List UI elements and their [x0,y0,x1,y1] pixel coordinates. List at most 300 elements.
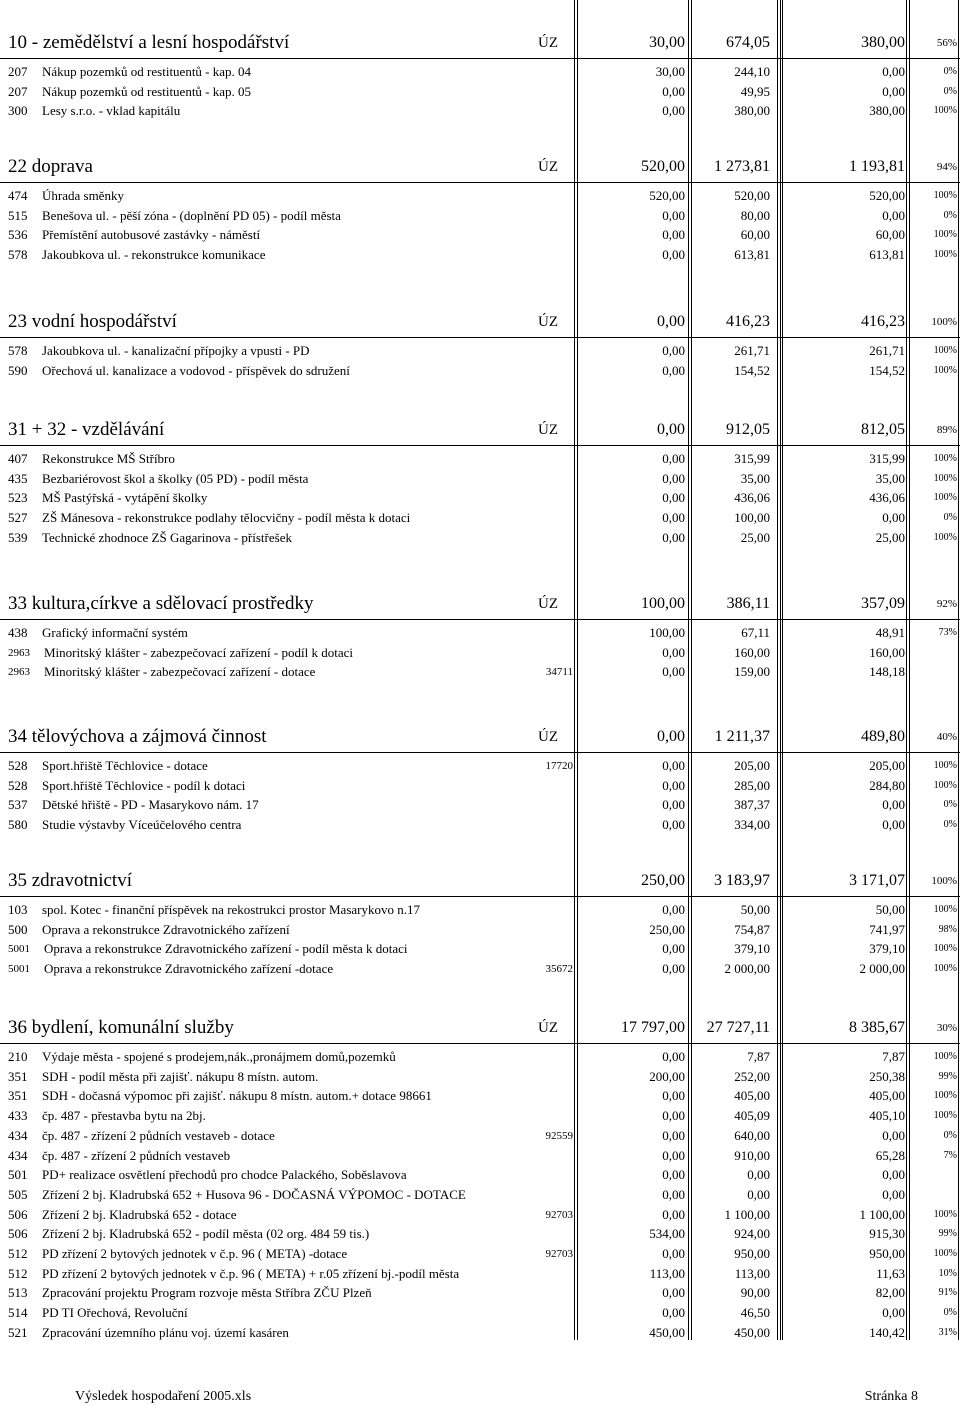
item-budget-adjusted: 405,00 [734,1088,770,1104]
table-row [0,206,960,226]
item-actual: 613,81 [869,247,905,263]
item-budget-original: 0,00 [662,362,685,378]
table-row [0,815,960,835]
item-name: PD+ realizace osvětlení přechodů pro chodce Palackého, Soběslavova [42,1167,407,1183]
section-uz-label: ÚZ [538,422,558,438]
section-title: 35 zdravotnictví [8,870,132,891]
section-title: 34 tělovýchova a zájmová činnost [8,726,267,747]
item-actual: 950,00 [869,1246,905,1261]
item-code: 438 [8,625,28,640]
item-percent: 0% [943,66,957,77]
item-budget-adjusted: 640,00 [734,1127,770,1143]
item-budget-adjusted: 25,00 [740,529,770,545]
section-uz-label: ÚZ [538,1020,558,1036]
item-budget-adjusted: 387,37 [734,797,770,813]
item-budget-adjusted: 613,81 [734,247,770,263]
item-uz-code: 17720 [545,760,573,772]
table-row [0,1283,960,1303]
item-code: 2963 [8,666,30,679]
section-budget-original: 0,00 [657,728,685,745]
section-percent: 30% [936,1022,957,1034]
item-budget-original: 113,00 [649,1265,685,1281]
item-actual: 0,00 [882,510,905,526]
item-name: PD zřízení 2 bytových jednotek v č.p. 96 ( META) -dotace [42,1246,348,1261]
item-budget-original: 0,00 [662,227,685,243]
section-title: 22 doprava [8,156,93,177]
item-actual: 7,87 [882,1049,905,1064]
item-name: SDH - podíl města při zajišť. nákupu 8 místn. autom. [42,1068,319,1084]
item-budget-original: 0,00 [662,1206,685,1222]
item-budget-adjusted: 252,00 [734,1068,770,1084]
item-actual: 2 000,00 [859,961,905,977]
item-budget-adjusted: 90,00 [740,1285,770,1301]
table-row [0,795,960,815]
table-row [0,1086,960,1106]
section-underline [0,58,960,59]
item-budget-original: 0,00 [662,83,685,99]
table-row [0,1067,960,1087]
section-underline [0,337,960,338]
item-actual: 140,42 [869,1324,905,1340]
section-budget-adjusted: 1 211,37 [714,728,770,745]
section-header [0,28,960,58]
item-budget-original: 0,00 [662,1127,685,1143]
item-budget-adjusted: 380,00 [734,103,770,119]
item-code: 528 [8,758,28,773]
item-budget-original: 0,00 [662,664,685,680]
section-title: 10 - zemědělství a lesní hospodářství [8,32,290,53]
item-budget-adjusted: 436,06 [734,490,770,506]
item-actual: 0,00 [882,1305,905,1321]
item-budget-adjusted: 46,50 [740,1305,770,1321]
section-underline [0,752,960,753]
item-actual: 1 100,00 [859,1206,905,1222]
table-row [0,1106,960,1126]
item-name: Přemístění autobusové zastávky - náměstí [42,227,261,243]
item-name: Úhrada směnky [42,188,124,203]
item-code: 210 [8,1049,28,1064]
item-percent: 99% [938,1228,957,1240]
item-budget-original: 0,00 [662,1186,685,1202]
item-percent: 91% [938,1287,957,1299]
section-uz-label: ÚZ [538,729,558,745]
item-uz-code: 92559 [545,1129,573,1142]
section-budget-adjusted: 3 183,97 [714,872,770,889]
section-actual: 3 171,07 [849,872,905,889]
item-actual: 0,00 [882,64,905,79]
table-row [0,623,960,643]
table-row [0,643,960,663]
item-percent: 0% [943,85,957,97]
item-name: Zřízení 2 bj. Kladrubská 652 - dotace [42,1206,237,1222]
item-budget-adjusted: 49,95 [740,83,770,99]
item-actual: 65,28 [875,1147,905,1163]
item-code: 512 [8,1246,28,1261]
item-budget-adjusted: 0,00 [747,1167,770,1183]
table-row [0,186,960,206]
item-percent: 100% [933,190,957,201]
table-row [0,662,960,682]
item-budget-adjusted: 35,00 [740,470,770,486]
table-row [0,508,960,528]
item-percent: 100% [933,472,957,484]
section-title: 31 + 32 - vzdělávání [8,419,165,440]
section-percent: 100% [931,875,957,887]
item-budget-original: 250,00 [649,921,685,937]
item-percent: 10% [938,1267,957,1279]
section-actual: 812,05 [861,421,905,438]
item-percent: 100% [933,1110,957,1122]
item-budget-adjusted: 80,00 [740,207,770,223]
item-percent: 100% [933,963,957,975]
item-name: Zpracování územního plánu voj. území kasáren [42,1324,289,1340]
item-budget-adjusted: 154,52 [734,362,770,378]
item-budget-adjusted: 379,10 [734,941,770,957]
item-percent: 98% [938,923,957,935]
item-name: Sport.hřiště Těchlovice - podíl k dotaci [42,777,246,793]
section-percent: 56% [936,37,957,49]
item-code: 590 [8,362,28,378]
section-underline [0,445,960,446]
section-budget-original: 100,00 [641,595,685,612]
item-budget-original: 0,00 [662,207,685,223]
section-uz-label: ÚZ [538,314,558,330]
item-name: PD zřízení 2 bytových jednotek v č.p. 96 ( META) + r.05 zřízení bj.-podíl města [42,1265,460,1281]
item-name: Technické zhodnoce ZŠ Gagarinova - přístřešek [42,529,292,545]
item-code: 5001 [8,943,30,956]
table-row [0,361,960,381]
item-code: 300 [8,103,28,119]
item-budget-original: 0,00 [662,451,685,466]
item-name: Nákup pozemků od restituentů - kap. 05 [42,83,252,99]
item-actual: 0,00 [882,83,905,99]
item-percent: 0% [943,819,957,831]
table-row [0,469,960,489]
item-actual: 0,00 [882,797,905,813]
item-name: Studie výstavby Víceúčelového centra [42,817,242,833]
section-percent: 40% [936,731,957,743]
item-budget-original: 0,00 [662,343,685,358]
item-name: SDH - dočasná výpomoc při zajišť. nákupu 8 místn. autom.+ dotace 98661 [42,1088,432,1104]
item-budget-original: 0,00 [662,490,685,506]
item-uz-code: 92703 [545,1208,573,1221]
item-code: 513 [8,1285,28,1301]
item-budget-adjusted: 159,00 [734,664,770,680]
item-actual: 380,00 [869,103,905,119]
item-code: 523 [8,490,28,506]
item-percent: 31% [938,1326,957,1338]
section-actual: 1 193,81 [849,158,905,175]
item-code: 407 [8,451,28,466]
table-row [0,1323,960,1343]
item-name: Oprava a rekonstrukce Zdravotnického zařízení [42,921,290,937]
section-uz-label: ÚZ [538,159,558,175]
item-percent: 100% [933,105,957,117]
item-name: Zpracování projektu Program rozvoje města Stříbra ZČU Plzeň [42,1285,372,1301]
table-row [0,1047,960,1067]
item-budget-adjusted: 924,00 [734,1226,770,1242]
table-row [0,1264,960,1284]
item-budget-original: 0,00 [662,510,685,526]
section-budget-original: 0,00 [657,421,685,438]
item-name: Benešova ul. - pěší zóna - (doplnění PD 05) - podíl města [42,207,341,223]
item-actual: 261,71 [869,343,905,358]
item-name: Grafický informační systém [42,625,188,640]
item-percent: 0% [943,799,957,811]
item-actual: 915,30 [869,1226,905,1242]
item-budget-adjusted: 113,00 [734,1265,770,1281]
table-row [0,82,960,102]
item-percent: 0% [943,209,957,221]
item-name: Zřízení 2 bj. Kladrubská 652 - podíl města (02 org. 484 59 tis.) [42,1226,370,1242]
item-code: 528 [8,777,28,793]
item-budget-original: 0,00 [662,529,685,545]
section-title: 36 bydlení, komunální služby [8,1017,234,1038]
item-budget-original: 0,00 [662,797,685,813]
item-actual: 48,91 [875,625,905,640]
item-code: 351 [8,1068,28,1084]
item-name: Dětské hřiště - PD - Masarykovo nám. 17 [42,797,259,813]
item-budget-adjusted: 7,87 [747,1049,770,1064]
item-uz-code: 35672 [545,963,573,976]
section-header [0,866,960,896]
item-percent: 73% [938,627,957,638]
item-code: 515 [8,207,28,223]
item-code: 500 [8,921,28,937]
table-row [0,900,960,920]
item-name: Rekonstrukce MŠ Stříbro [42,451,175,466]
item-budget-adjusted: 405,09 [734,1108,770,1124]
item-percent: 0% [943,1129,957,1141]
item-actual: 284,80 [869,777,905,793]
item-code: 433 [8,1108,28,1124]
table-row [0,488,960,508]
item-percent: 100% [933,943,957,955]
item-code: 506 [8,1206,28,1222]
section-uz-label: ÚZ [538,35,558,51]
footer-page-number: Stránka 8 [864,1389,918,1404]
item-percent: 100% [933,760,957,771]
item-actual: 436,06 [869,490,905,506]
item-name: Sport.hřiště Těchlovice - dotace [42,758,208,773]
table-row [0,1303,960,1323]
item-budget-adjusted: 50,00 [740,902,770,917]
section-underline [0,896,960,897]
item-budget-adjusted: 0,00 [747,1186,770,1202]
section-budget-adjusted: 416,23 [726,313,770,330]
item-budget-original: 450,00 [649,1324,685,1340]
item-code: 512 [8,1265,28,1281]
item-budget-original: 0,00 [662,1088,685,1104]
section-budget-adjusted: 27 727,11 [706,1019,770,1036]
item-percent: 7% [943,1149,957,1161]
item-budget-original: 0,00 [662,1108,685,1124]
item-budget-adjusted: 205,00 [734,758,770,773]
item-name: Oprava a rekonstrukce Zdravotnického zařízení - podíl města k dotaci [44,941,408,957]
item-budget-original: 0,00 [662,103,685,119]
item-code: 578 [8,247,28,263]
item-budget-original: 0,00 [662,1147,685,1163]
item-code: 474 [8,188,28,203]
item-code: 351 [8,1088,28,1104]
item-budget-adjusted: 334,00 [734,817,770,833]
item-percent: 0% [943,512,957,524]
item-code: 5001 [8,963,30,976]
item-budget-original: 0,00 [662,1285,685,1301]
footer-filename: Výsledek hospodaření 2005.xls [75,1389,252,1404]
table-row [0,62,960,82]
section-budget-adjusted: 386,11 [726,595,770,612]
item-code: 505 [8,1186,28,1202]
table-row [0,1244,960,1264]
section-header [0,415,960,445]
item-code: 537 [8,797,28,813]
item-budget-adjusted: 450,00 [734,1324,770,1340]
item-code: 514 [8,1305,28,1321]
section-header [0,589,960,619]
item-name: Minoritský klášter - zabezpečovací zařízení - podíl k dotaci [44,644,353,660]
item-actual: 35,00 [875,470,905,486]
item-code: 536 [8,227,28,243]
section-actual: 416,23 [861,313,905,330]
section-percent: 94% [936,161,957,173]
table-row [0,920,960,940]
item-percent: 0% [943,1307,957,1319]
item-budget-original: 0,00 [662,777,685,793]
section-actual: 489,80 [861,728,905,745]
item-code: 2963 [8,646,30,659]
item-actual: 60,00 [875,227,905,243]
item-budget-original: 30,00 [655,64,685,79]
item-code: 539 [8,529,28,545]
section-underline [0,619,960,620]
item-actual: 50,00 [875,902,905,917]
item-percent: 100% [933,345,957,356]
section-header [0,722,960,752]
item-budget-original: 0,00 [662,470,685,486]
item-budget-original: 0,00 [662,817,685,833]
item-percent: 100% [933,364,957,376]
item-budget-adjusted: 950,00 [734,1246,770,1261]
item-code: 527 [8,510,28,526]
section-uz-label: ÚZ [538,596,558,612]
item-name: ZŠ Mánesova - rekonstrukce podlahy tělocvičny - podíl města k dotaci [42,510,411,526]
item-actual: 405,10 [869,1108,905,1124]
item-budget-adjusted: 754,87 [734,921,770,937]
table-row [0,1126,960,1146]
item-code: 521 [8,1324,28,1340]
item-actual: 205,00 [869,758,905,773]
item-actual: 520,00 [869,188,905,203]
item-name: spol. Kotec - finanční příspěvek na rekostrukci prostor Masarykovo n.17 [42,902,420,917]
table-row [0,959,960,979]
item-percent: 100% [933,531,957,543]
item-budget-adjusted: 67,11 [741,625,770,640]
section-header [0,307,960,337]
item-budget-adjusted: 520,00 [734,188,770,203]
item-name: Jakoubkova ul. - kanalizační přípojky a vpusti - PD [42,343,310,358]
item-code: 501 [8,1167,28,1183]
item-code: 580 [8,817,28,833]
item-actual: 148,18 [869,664,905,680]
item-percent: 100% [933,1090,957,1102]
table-row [0,1185,960,1205]
item-budget-original: 0,00 [662,758,685,773]
item-code: 207 [8,83,28,99]
item-actual: 0,00 [882,817,905,833]
item-name: PD TI Ořechová, Revoluční [42,1305,188,1321]
item-code: 434 [8,1147,28,1163]
item-name: Minoritský klášter - zabezpečovací zařízení - dotace [44,664,316,680]
item-budget-original: 0,00 [662,247,685,263]
item-budget-original: 520,00 [649,188,685,203]
item-name: MŠ Pastýřská - vytápění školky [42,490,208,506]
item-name: Ořechová ul. kanalizace a vodovod - příspěvek do sdružení [42,362,350,378]
item-actual: 405,00 [869,1088,905,1104]
table-row [0,101,960,121]
section-actual: 357,09 [861,595,905,612]
table-row [0,1224,960,1244]
section-budget-original: 17 797,00 [621,1019,685,1036]
table-row [0,341,960,361]
item-name: Výdaje města - spojené s prodejem,nák.,pronájmem domů,pozemků [42,1049,396,1064]
item-actual: 154,52 [869,362,905,378]
table-row [0,225,960,245]
item-budget-adjusted: 2 000,00 [724,961,770,977]
table-row [0,1165,960,1185]
section-budget-original: 250,00 [641,872,685,889]
item-actual: 82,00 [875,1285,905,1301]
item-budget-adjusted: 244,10 [734,64,770,79]
item-budget-adjusted: 261,71 [734,343,770,358]
table-row [0,245,960,265]
item-budget-original: 200,00 [649,1068,685,1084]
section-header [0,1013,960,1043]
item-percent: 100% [933,904,957,915]
item-budget-adjusted: 60,00 [740,227,770,243]
item-actual: 741,97 [869,921,905,937]
item-name: čp. 487 - zřízení 2 půdních vestaveb [42,1147,231,1163]
section-header [0,152,960,182]
section-percent: 89% [936,424,957,436]
item-budget-original: 0,00 [662,961,685,977]
item-name: čp. 487 - zřízení 2 půdních vestaveb - dotace [42,1127,275,1143]
item-uz-code: 92703 [545,1248,573,1260]
item-name: Lesy s.r.o. - vklad kapitálu [42,103,181,119]
section-budget-adjusted: 1 273,81 [714,158,770,175]
section-budget-adjusted: 912,05 [726,421,770,438]
item-budget-adjusted: 100,00 [734,510,770,526]
item-percent: 100% [933,229,957,241]
item-budget-original: 0,00 [662,644,685,660]
item-actual: 0,00 [882,1127,905,1143]
section-budget-original: 30,00 [649,34,685,51]
item-actual: 0,00 [882,1186,905,1202]
item-budget-original: 0,00 [662,1246,685,1261]
item-name: Oprava a rekonstrukce Zdravotnického zařízení -dotace [44,961,334,977]
item-budget-adjusted: 910,00 [734,1147,770,1163]
item-name: Zřízení 2 bj. Kladrubská 652 + Husova 96 - DOČASNÁ VÝPOMOC - DOTACE [42,1186,466,1202]
table-row [0,939,960,959]
section-budget-original: 520,00 [641,158,685,175]
item-percent: 99% [938,1070,957,1082]
section-budget-original: 0,00 [657,313,685,330]
item-percent: 100% [933,249,957,261]
section-actual: 8 385,67 [849,1019,905,1036]
section-underline [0,182,960,183]
section-title: 23 vodní hospodářství [8,311,177,332]
item-budget-adjusted: 160,00 [734,644,770,660]
